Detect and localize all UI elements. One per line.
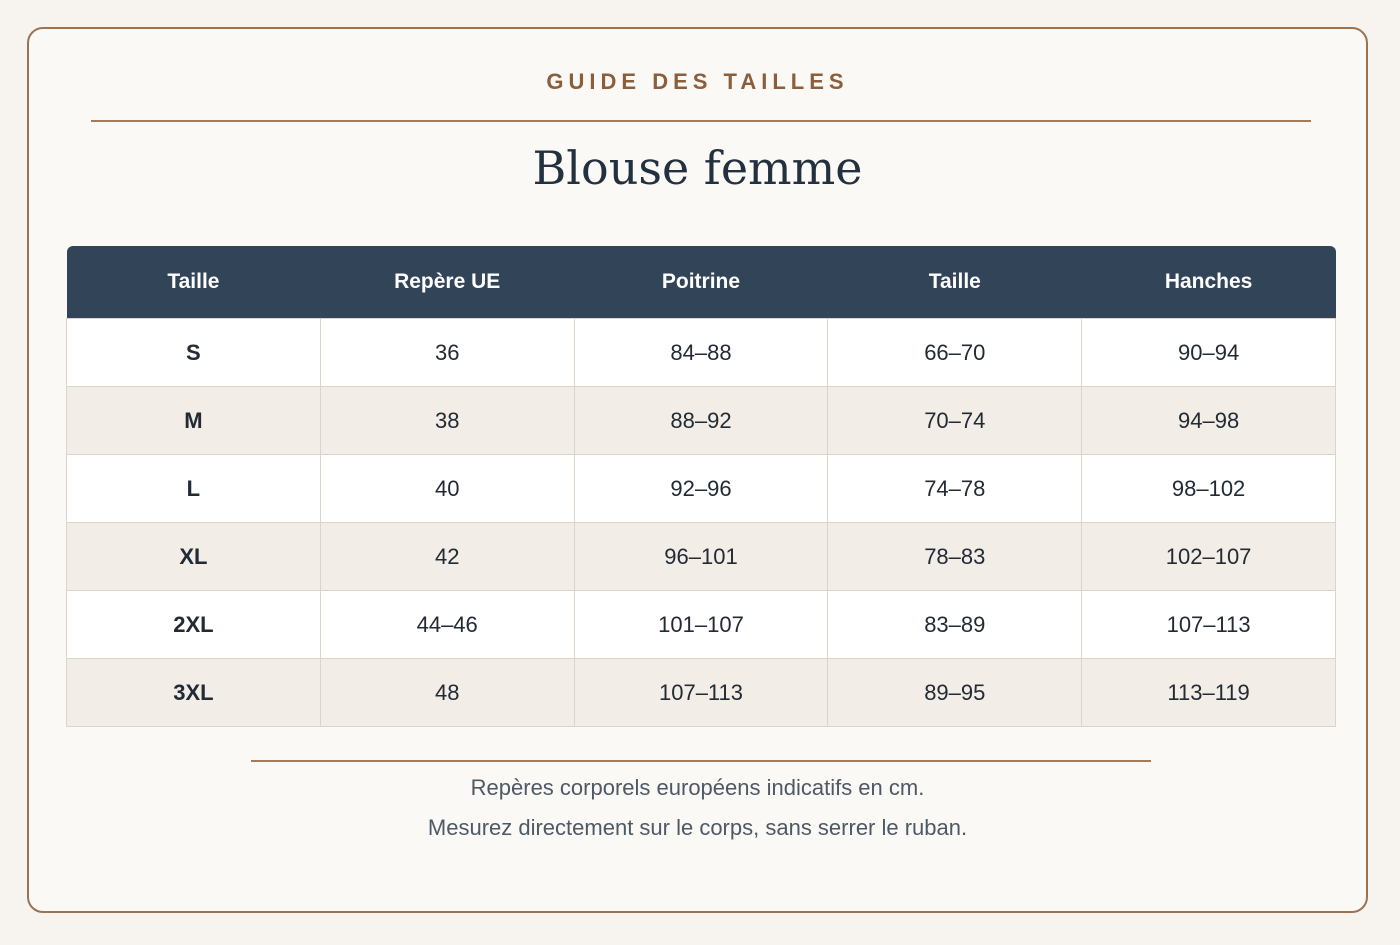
size-cell: 3XL [67, 659, 321, 727]
header-waist: Taille [828, 246, 1082, 319]
waist-cell: 74–78 [828, 455, 1082, 523]
chest-cell: 88–92 [574, 387, 828, 455]
eu-size-cell: 48 [320, 659, 574, 727]
waist-cell: 70–74 [828, 387, 1082, 455]
table-row [67, 387, 1336, 455]
size-cell: M [67, 387, 321, 455]
table-row [67, 591, 1336, 659]
chest-cell: 84–88 [574, 319, 828, 387]
top-divider [91, 120, 1311, 122]
header-chest: Poitrine [574, 246, 828, 319]
eu-size-cell: 42 [320, 523, 574, 591]
header-hips: Hanches [1082, 246, 1336, 319]
chest-cell: 101–107 [574, 591, 828, 659]
size-table-wrapper [66, 246, 1336, 727]
waist-cell: 66–70 [828, 319, 1082, 387]
eu-size-cell: 40 [320, 455, 574, 523]
size-cell: XL [67, 523, 321, 591]
hips-cell: 107–113 [1082, 591, 1336, 659]
hips-cell: 98–102 [1082, 455, 1336, 523]
table-row [67, 319, 1336, 387]
waist-cell: 83–89 [828, 591, 1082, 659]
header-row [67, 246, 1336, 319]
hips-cell: 90–94 [1082, 319, 1336, 387]
bottom-divider [251, 760, 1151, 762]
chest-cell: 107–113 [574, 659, 828, 727]
eu-size-cell: 36 [320, 319, 574, 387]
waist-cell: 78–83 [828, 523, 1082, 591]
table-body [67, 319, 1336, 727]
table-row [67, 455, 1336, 523]
guide-eyebrow: GUIDE DES TAILLES [546, 69, 849, 94]
footnote-units: Repères corporels européens indicatifs en cm. [470, 775, 925, 800]
eu-size-cell: 44–46 [320, 591, 574, 659]
table-header [67, 246, 1336, 319]
table-row [67, 659, 1336, 727]
hips-cell: 94–98 [1082, 387, 1336, 455]
table-row [67, 523, 1336, 591]
size-cell: 2XL [67, 591, 321, 659]
footnote-measuring: Mesurez directement sur le corps, sans serrer le ruban. [427, 815, 968, 840]
page-title: Blouse femme [532, 141, 863, 195]
chest-cell: 92–96 [574, 455, 828, 523]
header-size: Taille [67, 246, 321, 319]
chest-cell: 96–101 [574, 523, 828, 591]
size-table [66, 246, 1336, 727]
hips-cell: 102–107 [1082, 523, 1336, 591]
size-cell: S [67, 319, 321, 387]
waist-cell: 89–95 [828, 659, 1082, 727]
hips-cell: 113–119 [1082, 659, 1336, 727]
size-cell: L [67, 455, 321, 523]
eu-size-cell: 38 [320, 387, 574, 455]
header-eu-size: Repère UE [320, 246, 574, 319]
size-guide-card [27, 27, 1368, 913]
